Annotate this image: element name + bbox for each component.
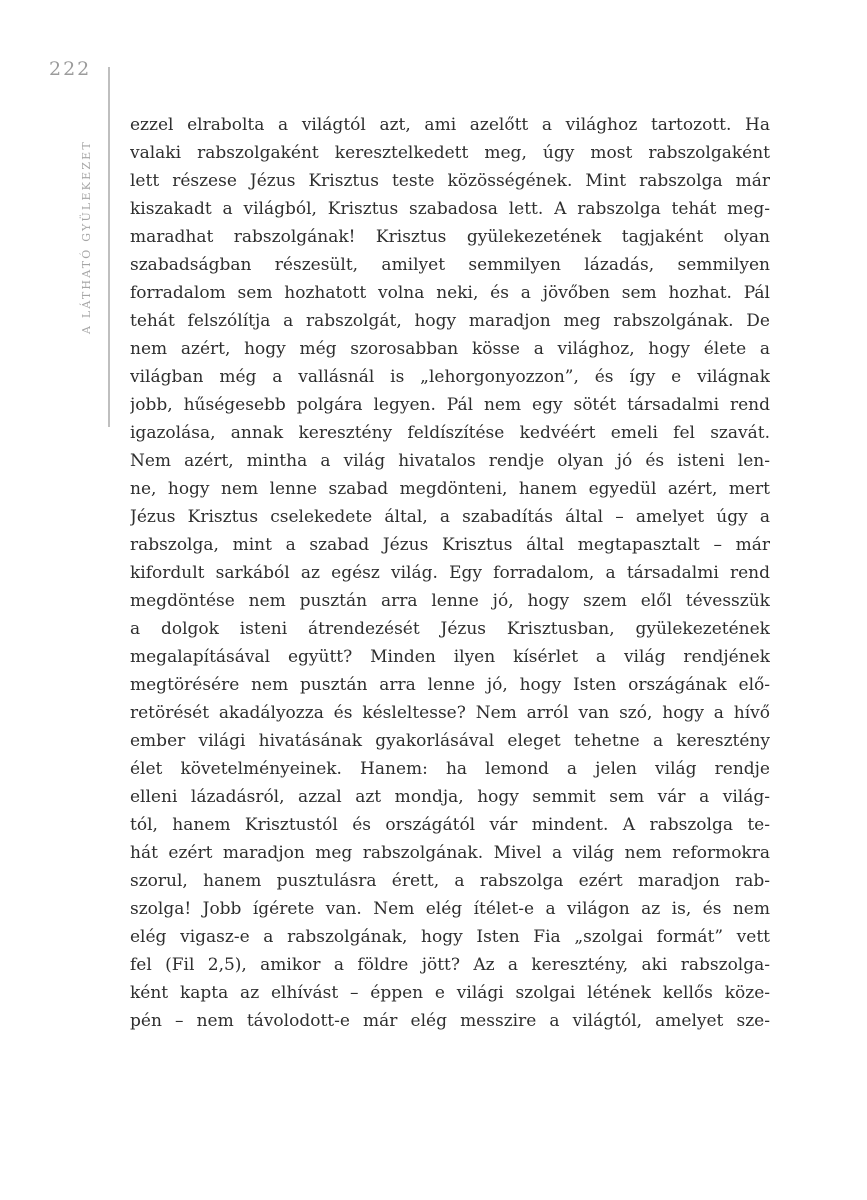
- text-line: tól, hanem Krisztustól és országától vár mindent. A rabszolga te-: [130, 815, 770, 835]
- text-line: jobb, hűségesebb polgára legyen. Pál nem egy sötét társadalmi rend: [130, 395, 770, 415]
- text-line: ne, hogy nem lenne szabad megdönteni, hanem egyedül azért, mert: [130, 479, 770, 499]
- text-line: világban még a vallásnál is „lehorgonyozzon”, és így e világnak: [130, 367, 770, 387]
- text-line: ember világi hivatásának gyakorlásával eleget tehetne a keresztény: [130, 731, 770, 751]
- text-line: kiszakadt a világból, Krisztus szabadosa lett. A rabszolga tehát meg-: [130, 199, 770, 219]
- text-line: forradalom sem hozhatott volna neki, és a jövőben sem hozhat. Pál: [130, 283, 770, 303]
- text-line: nem azért, hogy még szorosabban kösse a világhoz, hogy élete a: [130, 339, 770, 359]
- text-line: valaki rabszolgaként keresztelkedett meg, úgy most rabszolgaként: [130, 143, 770, 163]
- text-line: retörését akadályozza és késleltesse? Nem arról van szó, hogy a hívő: [130, 703, 770, 723]
- text-line: tehát felszólítja a rabszolgát, hogy maradjon meg rabszolgának. De: [130, 311, 770, 331]
- text-line: maradhat rabszolgának! Krisztus gyülekezetének tagjaként olyan: [130, 227, 770, 247]
- text-line: pén – nem távolodott-e már elég messzire a világtól, amelyet sze-: [130, 1011, 770, 1031]
- text-line: rabszolga, mint a szabad Jézus Krisztus által megtapasztalt – már: [130, 535, 770, 555]
- text-line: elleni lázadásról, azzal azt mondja, hogy semmit sem vár a világ-: [130, 787, 770, 807]
- margin-rule: [108, 67, 110, 427]
- text-line: kifordult sarkából az egész világ. Egy forradalom, a társadalmi rend: [130, 563, 770, 583]
- page-number: 222: [49, 58, 92, 80]
- text-line: fel (Fil 2,5), amikor a földre jött? Az a keresztény, aki rabszolga-: [130, 955, 770, 975]
- text-line: Nem azért, mintha a világ hivatalos rendje olyan jó és isteni len-: [130, 451, 770, 471]
- text-line: lett részese Jézus Krisztus teste közösségének. Mint rabszolga már: [130, 171, 770, 191]
- text-line: élet követelményeinek. Hanem: ha lemond a jelen világ rendje: [130, 759, 770, 779]
- text-line: megalapításával együtt? Minden ilyen kísérlet a világ rendjének: [130, 647, 770, 667]
- text-line: szorul, hanem pusztulásra érett, a rabszolga ezért maradjon rab-: [130, 871, 770, 891]
- margin-caption: A LÁTHATÓ GYÜLEKEZET: [80, 140, 93, 334]
- text-line: szolga! Jobb ígérete van. Nem elég ítélet-e a világon az is, és nem: [130, 899, 770, 919]
- text-line: szabadságban részesült, amilyet semmilyen lázadás, semmilyen: [130, 255, 770, 275]
- text-line: megtörésére nem pusztán arra lenne jó, hogy Isten országának elő-: [130, 675, 770, 695]
- text-line: igazolása, annak keresztény feldíszítése kedvéért emeli fel szavát.: [130, 423, 770, 443]
- text-line: a dolgok isteni átrendezését Jézus Krisztusban, gyülekezetének: [130, 619, 770, 639]
- text-line: ezzel elrabolta a világtól azt, ami azelőtt a világhoz tartozott. Ha: [130, 115, 770, 135]
- text-line: megdöntése nem pusztán arra lenne jó, hogy szem elől tévesszük: [130, 591, 770, 611]
- text-line: hát ezért maradjon meg rabszolgának. Mivel a világ nem reformokra: [130, 843, 770, 863]
- text-line: ként kapta az elhívást – éppen e világi szolgai létének kellős köze-: [130, 983, 770, 1003]
- text-line: elég vigasz-e a rabszolgának, hogy Isten Fia „szolgai formát” vett: [130, 927, 770, 947]
- text-line: Jézus Krisztus cselekedete által, a szabadítás által – amelyet úgy a: [130, 507, 770, 527]
- body-text-block: [130, 111, 770, 1035]
